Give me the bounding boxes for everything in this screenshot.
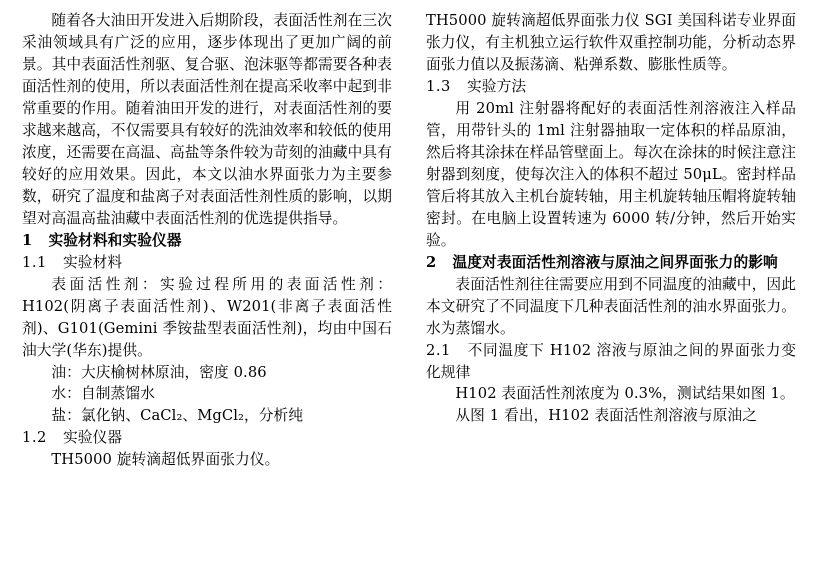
section-2-heading <box>426 252 796 274</box>
section-2-1-number: 2.1 <box>426 341 451 359</box>
section-1-2-number: 1.2 <box>22 429 47 447</box>
material-item-water: 水：自制蒸馏水 <box>51 385 155 403</box>
section-1-1-heading <box>22 252 392 274</box>
section-1-3-heading <box>426 76 796 98</box>
materials-paragraph: 表面活性剂：实验过程所用的表面活性剂：H102(阴离子表面活性剂)、W201(非离子表面活性剂)、G101(Gemini 季铵盐型表面活性剂)，均由中国石油大学(华东)提供。 <box>22 275 392 359</box>
section-2-1-heading <box>426 340 796 384</box>
two-column-layout <box>22 10 800 582</box>
section-1-3-number: 1.3 <box>426 77 451 95</box>
instrument-detail-paragraph: TH5000 旋转滴超低界面张力仪 SGI 美国科诺专业界面张力仪，有主机独立运行软件双重控制功能，分析动态界面张力值以及振荡滴、粘弹系数、膨胀性质等。 <box>426 12 796 73</box>
section-1-title: 实验材料和实验仪器 <box>48 231 182 249</box>
section-1-2-title: 实验仪器 <box>63 429 123 447</box>
right-column <box>426 10 796 582</box>
section-1-3-title: 实验方法 <box>467 77 527 95</box>
concentration-paragraph: H102 表面活性剂浓度为 0.3%，测试结果如图 1。 <box>455 385 795 403</box>
intro-paragraph: 随着各大油田开发进入后期阶段，表面活性剂在三次采油领域具有广泛的应用，逐步体现出了更加广阔的前景。其中表面活性剂驱、复合驱、泡沫驱等都需要各种表面活性剂的使用，所以表面活性剂在提高采收率中起到非常重要的作用。随着油田开发的进行，对表面活性剂的要求越来越高，不仅需要具有较好的洗油效率和较低的使用浓度，还需要在高温、高盐等条件较为苛刻的油藏中具有较好的应用效果。因此，本文以油水界面张力为主要参数，研究了温度和盐离子对表面活性剂性质的影响，以期望对高温高盐油藏中表面活性剂的优选提供指导。 <box>22 12 392 227</box>
section-1-number: 1 <box>22 231 33 249</box>
section-1-heading <box>22 230 392 252</box>
material-item-oil: 油：大庆榆树林原油，密度 0.86 <box>51 363 267 381</box>
left-column <box>22 10 392 582</box>
section-1-1-title: 实验材料 <box>63 253 123 271</box>
instrument-paragraph: TH5000 旋转滴超低界面张力仪。 <box>51 451 280 469</box>
section-1-1-number: 1.1 <box>22 253 47 271</box>
section-2-title: 温度对表面活性剂溶液与原油之间界面张力的影响 <box>452 253 778 271</box>
section-2-1-title: 不同温度下 H102 溶液与原油之间的界面张力变化规律 <box>426 341 796 381</box>
material-item-salt: 盐：氯化钠、CaCl₂、MgCl₂，分析纯 <box>51 407 304 425</box>
section-2-number: 2 <box>426 253 437 271</box>
method-paragraph: 用 20ml 注射器将配好的表面活性剂溶液注入样品管，用带针头的 1ml 注射器抽取一定体积的样品原油，然后将其涂抹在样品管壁面上。每次在涂抹的时候注意注射器到刻度，使每次注入的体积不超过 50μL。密封样品管后将其放入主机台旋转轴，用主机旋转轴压帽将旋转轴密封。在电脑上设置转速为 6000 转/分钟，然后开始实验。 <box>426 99 796 249</box>
figure-reference-paragraph: 从图 1 看出，H102 表面活性剂溶液与原油之 <box>455 407 757 425</box>
section-2-paragraph: 表面活性剂往往需要应用到不同温度的油藏中，因此本文研究了不同温度下几种表面活性剂的油水界面张力。水为蒸馏水。 <box>426 275 796 337</box>
section-1-2-heading <box>22 427 392 449</box>
